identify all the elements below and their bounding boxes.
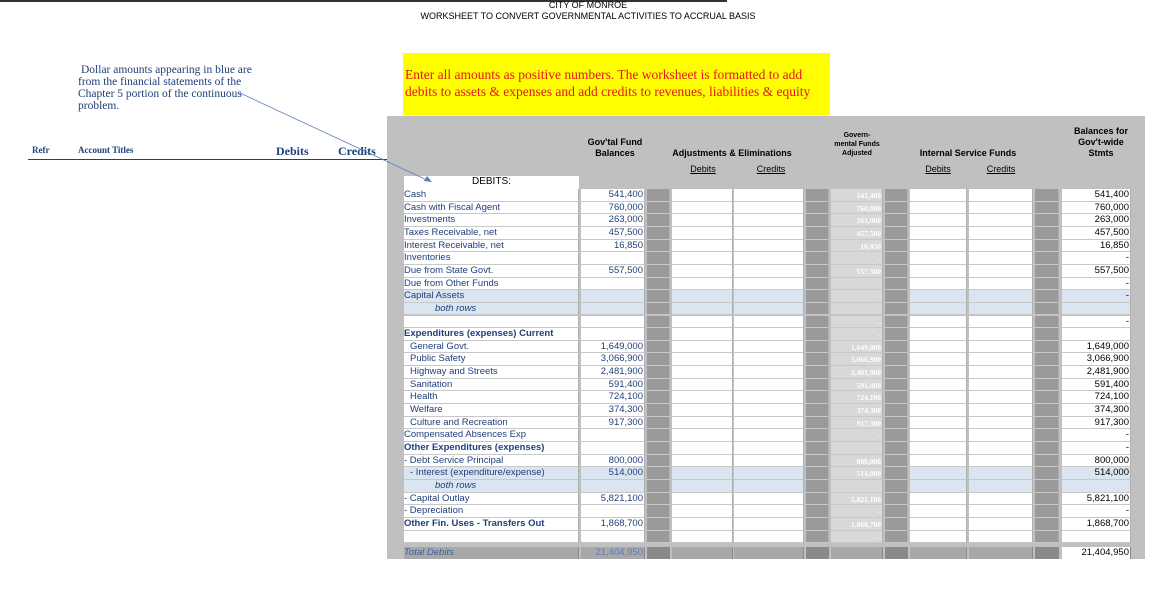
gov-funds-adjusted-value: 5,821,100 [851,494,881,504]
balance-value: 724,100 [1094,391,1129,403]
adjustments-header: Adjustments & Eliminations [672,148,792,158]
govtal-fund-value: 374,300 [608,404,643,416]
gov-funds-adjusted-value: 16,850 [860,241,881,251]
balance-value: 3,066,900 [1086,353,1129,365]
govtal-fund-value: 541,400 [608,189,643,200]
row-label: Due from Other Funds [404,277,499,289]
row-label: Sanitation [410,378,453,390]
instruction-banner: Enter all amounts as positive numbers. The worksheet is formatted to add debits to assets & expenses and add credits to revenues, liabilities & equity [403,53,830,115]
adj-debits-header: Debits [690,164,716,174]
gov-funds-adjusted-value: 263,000 [856,216,881,226]
balance-value: 541,400 [1094,189,1129,200]
internal-service-header: Internal Service Funds [919,148,1017,158]
row-label: Other Fin. Uses - Transfers Out [404,517,545,529]
balance-value: 263,000 [1094,214,1129,226]
note-line: Chapter 5 portion of the continuous [78,88,242,100]
city-title: CITY OF MONROE [548,0,628,10]
balance-value: 760,000 [1094,201,1129,213]
header-line: Gov't-wide [1078,137,1124,147]
gov-funds-adjusted-value: - [878,254,881,264]
row-label: Culture and Recreation [410,416,508,428]
row-label: Cash with Fiscal Agent [404,201,501,213]
gov-funds-adjusted-value: 514,000 [856,469,881,479]
balance-value: 374,300 [1094,404,1129,416]
header-line: Stmts [1088,148,1114,158]
govtal-fund-value: 2,481,900 [600,366,643,378]
gov-funds-adjusted-value: - [878,292,881,302]
balance-value: - [1125,315,1129,327]
header-line: Adjusted [842,150,872,157]
balance-value: 591,400 [1094,378,1129,390]
row-label: - Interest (expenditure/expense) [410,467,545,479]
gov-funds-adjusted-value: - [878,317,881,327]
gov-funds-adjusted-value: 760,000 [856,203,881,213]
govtal-fund-value: 800,000 [608,454,643,466]
total-fund-value: 21,404,950 [595,547,643,559]
balance-value: - [1125,429,1129,441]
gov-funds-adjusted-value: 2,481,900 [851,368,881,378]
worksheet-title: WORKSHEET TO CONVERT GOVERNMENTAL ACTIVITIES TO ACCRUAL BASIS [420,11,756,21]
govtal-fund-value: 16,850 [613,239,643,251]
balance-value: - [1125,252,1129,264]
note-line: Dollar amounts appearing in blue are [81,64,252,76]
note-line: problem. [78,100,120,112]
gov-funds-adjusted-value: 457,500 [856,228,881,238]
balance-value: 800,000 [1094,454,1129,466]
row-label: Highway and Streets [410,366,498,378]
row-label: Cash [404,189,427,200]
gov-funds-adjusted-value: 557,500 [856,266,881,276]
row-label: Due from State Govt. [404,264,494,276]
balance-value: - [1125,277,1129,289]
govtal-fund-value: 514,000 [608,467,643,479]
balance-value: 2,481,900 [1086,366,1129,378]
row-label: - Debt Service Principal [404,454,504,466]
govtal-fund-value: 1,649,000 [600,340,643,352]
row-label: both rows [435,479,477,491]
govtal-fund-value: 457,500 [608,226,643,238]
header-line: mental Funds [834,141,880,148]
gov-funds-adjusted-value: - [878,431,881,441]
balance-value: - [1125,442,1129,453]
row-label: Public Safety [410,353,466,365]
gov-funds-adjusted-value: 724,100 [856,393,881,403]
gov-funds-adjusted-value: 800,000 [856,456,881,466]
row-label: Expenditures (expenses) Current [404,328,554,340]
gov-funds-adjusted-value: 3,066,900 [851,355,881,365]
row-label: both rows [435,302,477,314]
gov-funds-adjusted-value: - [878,507,881,517]
total-balance-value: 21,404,950 [1081,547,1129,559]
note-line: from the financial statements of the [78,76,242,88]
row-label: Capital Assets [404,290,465,302]
row-label: Welfare [410,404,443,416]
balance-value: 1,649,000 [1086,340,1129,352]
govtal-fund-value: 557,500 [608,264,643,276]
isf-debits-header: Debits [925,164,951,174]
balance-value: - [1125,290,1129,302]
row-label: Inventories [404,252,451,264]
gov-funds-adjusted-value: 541,400 [856,191,881,200]
govtal-fund-value: 1,868,700 [600,517,643,529]
credits-header: Credits [338,144,376,158]
gov-funds-adjusted-value: 1,868,700 [851,519,881,529]
header-line: Gov'tal Fund [587,137,643,147]
debits-header: Debits [276,144,309,158]
row-label: Taxes Receivable, net [404,226,497,238]
row-label: - Capital Outlay [404,492,470,504]
balance-value: 514,000 [1094,467,1129,479]
adj-credits-header: Credits [756,164,786,174]
row-label: Investments [404,214,456,226]
header-line: Balances for [1073,126,1129,136]
gov-funds-adjusted-value: - [878,330,881,340]
gov-funds-adjusted-value: - [878,279,881,289]
total-debits-label: Total Debits [404,547,454,559]
govtal-fund-value: 760,000 [608,201,643,213]
balance-value: 457,500 [1094,226,1129,238]
balance-value: 5,821,100 [1086,492,1129,504]
header-line: Govern- [843,132,871,139]
govtal-fund-value: 3,066,900 [600,353,643,365]
isf-credits-header: Credits [986,164,1016,174]
balance-value: 1,868,700 [1086,517,1129,529]
balance-value: 917,300 [1094,416,1129,428]
govtal-fund-value: 917,300 [608,416,643,428]
row-label: Compensated Absences Exp [404,429,526,441]
govtal-fund-value: 5,821,100 [600,492,643,504]
gov-funds-adjusted-value: 374,300 [856,406,881,416]
account-titles-header: Account Titles [78,145,134,155]
balance-value: 557,500 [1094,264,1129,276]
balance-value: 16,850 [1099,239,1129,251]
row-label: - Depreciation [404,505,464,517]
debits-section-label: DEBITS: [472,176,511,187]
govtal-fund-value: 724,100 [608,391,643,403]
row-label: Other Expenditures (expenses) [404,442,545,453]
row-label: General Govt. [410,340,470,352]
header-line: Balances [595,148,635,158]
govtal-fund-value: 591,400 [608,378,643,390]
balance-value: - [1125,505,1129,517]
row-label: Health [410,391,438,403]
govtal-fund-value: 263,000 [608,214,643,226]
refr-header: Refr [32,145,50,155]
gov-funds-adjusted-value: 917,300 [856,418,881,428]
gov-funds-adjusted-value: - [878,532,881,542]
gov-funds-adjusted-value: 1,649,000 [851,342,881,352]
gov-funds-adjusted-value: - [878,444,881,453]
gov-funds-adjusted-value: 591,400 [856,380,881,390]
row-label: Interest Receivable, net [404,239,504,251]
